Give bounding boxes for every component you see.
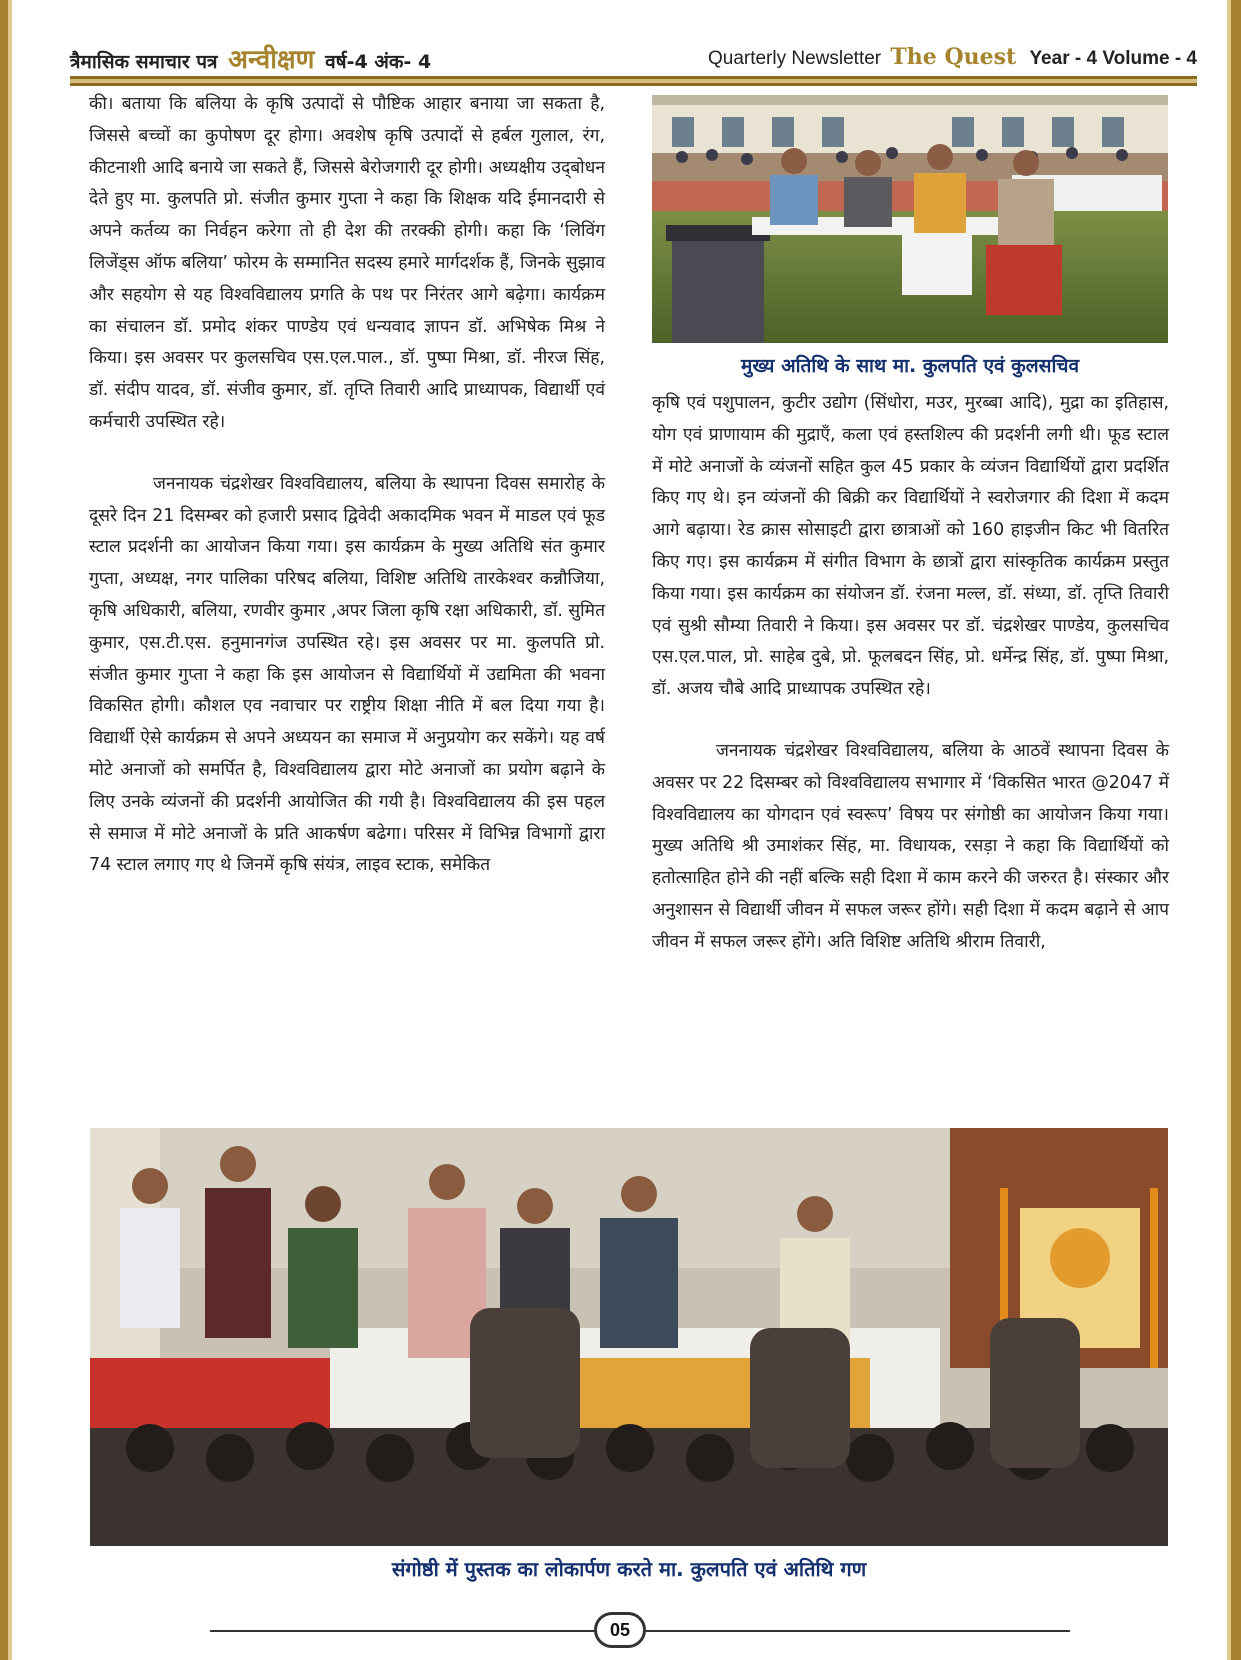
chief-guest-photo — [652, 95, 1168, 343]
page-edge-left — [0, 0, 70, 1660]
book-release-photo — [90, 1128, 1168, 1546]
page-number: 05 — [594, 1612, 646, 1648]
header-rule — [70, 76, 1197, 86]
bottom-photo-caption: संगोष्ठी में पुस्तक का लोकार्पण करते मा. कुलपति एवं अतिथि गण — [391, 1557, 867, 1581]
header-hindi-prefix: त्रैमासिक समाचार पत्र — [70, 51, 218, 73]
right-paragraph-1: कृषि एवं पशुपालन, कुटीर उद्योग (सिंधोरा, मउर, मुरब्बा आदि), मुद्रा का इतिहास, योग एवं प्राणायाम की मुद्राएँ, कला एवं हस्तशिल्प की प्रदर्शनी लगी थी। फूड स्टाल में मोटे अनाजों के व्यंजनों सहित कुल 45 प्रकार के व्यंजन विद्यार्थियों द्वारा प्रदर्शित किए गए थे। इन व्यंजनों की बिक्री कर विद्यार्थियों ने स्वरोजगार की दिशा में कदम आगे बढ़ाया। रेड क्रास सोसाइटी द्वारा छात्राओं को 160 हाइजीन किट भी वितरित किए गए। इस कार्यक्रम में संगीत विभाग के छात्रों द्वारा सांस्कृतिक कार्यक्रम प्रस्तुत किया गया। इस कार्यक्रम का संयोजन डॉ. रंजना मल्ल, डॉ. संध्या, डॉ. तृप्ति तिवारी एवं सुश्री सौम्या तिवारी ने किया। इस अवसर पर डॉ. चंद्रशेखर पाण्डेय, कुलसचिव एस.एल.पाल, प्रो. साहेब दुबे, प्रो. फूलबदन सिंह, प्रो. धर्मेन्द्र सिंह, डॉ. पुष्पा मिश्रा, डॉ. अजय चौबे आदि प्राध्यापक उपस्थित रहे। — [652, 393, 1169, 700]
page-header — [70, 40, 1197, 78]
header-hindi-issue: वर्ष-4 अंक- 4 — [325, 51, 432, 73]
right-paragraph-2: जननायक चंद्रशेखर विश्वविद्यालय, बलिया के आठवें स्थापना दिवस के अवसर पर 22 दिसम्बर को विश्वविद्यालय सभागार में ‘विकसित भारत @2047 में विश्वविद्यालय का योगदान एवं स्वरूप’ विषय पर संगोष्ठी का आयोजन किया गया। मुख्य अतिथि श्री उमाशंकर सिंह, मा. विधायक, रसड़ा ने कहा कि विद्यार्थियों को हतोत्साहित होने की नहीं बल्कि सही दिशा में काम करने की जरुरत है। संस्कार और अनुशासन से विद्यार्थी जीवन में सफल जरूर होंगे। सही दिशा में कदम बढ़ाने से आप जीवन में सफल जरूर होंगे। अति विशिष्ट अतिथि श्रीराम तिवारी, — [652, 740, 1169, 952]
left-paragraph-1: की। बताया कि बलिया के कृषि उत्पादों से पौष्टिक आहार बनाया जा सकता है, जिससे बच्चों का कुपोषण दूर होगा। अवशेष कृषि उत्पादों से हर्बल गुलाल, रंग, कीटनाशी आदि बनाये जा सकते हैं, जिससे बेरोजगारी दूर होगी। अध्यक्षीय उद्‌बोधन देते हुए मा. कुलपति प्रो. संजीत कुमार गुप्ता ने कहा कि शिक्षक यदि ईमानदारी से अपने कर्तव्य का निर्वहन करेगा तो ही देश की तरक्की होगी। कहा कि ‘लिविंग लिजेंड्स ऑफ बलिया’ फोरम के सम्मानित सदस्य हमारे मार्गदर्शक हैं, जिनके सुझाव और सहयोग से यह विश्वविद्यालय प्रगति के पथ पर निरंतर आगे बढ़ेगा। कार्यक्रम का संचालन डॉ. प्रमोद शंकर पाण्डेय एवं धन्यवाद ज्ञापन डॉ. अभिषेक मिश्र ने किया। इस अवसर पर कुलसचिव एस.एल.पाल., डॉ. पुष्पा मिश्रा, डॉ. नीरज सिंह, डॉ. संदीप यादव, डॉ. संजीव कुमार, डॉ. तृप्ति तिवारी आदि प्राध्यापक, विद्यार्थी एवं कर्मचारी उपस्थित रहे। — [89, 94, 605, 432]
header-english-brand: The Quest — [890, 44, 1017, 70]
header-hindi — [70, 40, 431, 76]
header-english-prefix: Quarterly Newsletter — [707, 48, 882, 69]
header-hindi-brand: अन्वीक्षण — [228, 45, 315, 75]
top-photo-caption: मुख्य अतिथि के साथ मा. कुलपति एवं कुलसचिव — [740, 355, 1080, 377]
left-column — [89, 89, 605, 882]
page-edge-right — [1197, 0, 1241, 1660]
right-column — [652, 388, 1169, 959]
header-english-issue: Year - 4 Volume - 4 — [1029, 48, 1197, 69]
left-paragraph-2: जननायक चंद्रशेखर विश्वविद्यालय, बलिया के स्थापना दिवस समारोह के दूसरे दिन 21 दिसम्बर को हजारी प्रसाद द्विवेदी अकादमिक भवन में माडल एवं फूड स्टाल प्रदर्शनी का आयोजन किया गया। इस कार्यक्रम के मुख्य अतिथि संत कुमार गुप्ता, अध्यक्ष, नगर पालिका परिषद बलिया, विशिष्ट अतिथि तारकेश्वर कन्नौजिया, कृषि अधिकारी, बलिया, रणवीर कुमार ,अपर जिला कृषि रक्षा अधिकारी, डॉ. सुमित कुमार, एस.टी.एस. हनुमानगंज उपस्थित रहे। इस अवसर पर मा. कुलपति प्रो. संजीत कुमार गुप्ता ने कहा कि इस आयोजन से विद्यार्थियों में उद्यमिता की भवना विकसित होगी। कौशल एव नवाचार पर राष्ट्रीय शिक्षा नीति में बल दिया गया है। विद्यार्थी ऐसे कार्यक्रम से अपने अध्ययन का समाज में अनुप्रयोग कर सकेंगे। यह वर्ष मोटे अनाजों को समर्पित है, विश्वविद्यालय द्वारा मोटे अनाजों का प्रयोग बढ़ाने के लिए उनके व्यंजनों की प्रदर्शनी आयोजित की गयी है। विश्वविद्यालय की इस पहल से समाज में मोटे अनाजों के प्रति आकर्षण बढेगा। परिसर में विभिन्न विभागों द्वारा 74 स्टाल लगाए गए थे जिनमें कृषि संयंत्र, लाइव स्टाक, समेकित — [89, 473, 605, 876]
header-english — [708, 44, 1197, 70]
